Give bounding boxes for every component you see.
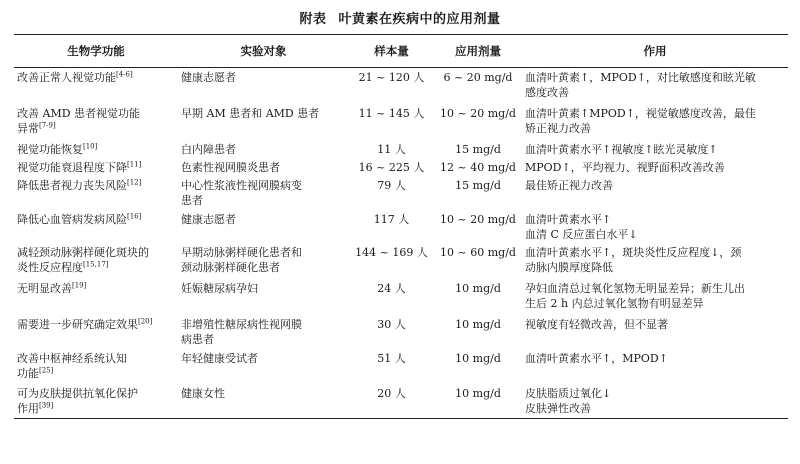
reference-citation: [25]	[39, 365, 54, 374]
table-row	[14, 68, 788, 104]
function-cell-text: 炎性反应程度	[17, 260, 83, 274]
reference-citation: [10]	[83, 141, 98, 150]
dose-cell: 6 ~ 20 mg/d	[443, 71, 513, 84]
function-cell-text: 视觉功能恢复	[17, 142, 83, 156]
subject-cell-text: 非增殖性糖尿病性视网膜	[181, 317, 302, 331]
reference-citation: [12]	[127, 177, 142, 186]
function-cell	[14, 176, 178, 210]
subject-cell-line	[181, 386, 346, 401]
dose-cell: 10 mg/d	[455, 351, 501, 365]
function-cell-text: 异常	[17, 121, 39, 135]
effect-cell	[522, 349, 788, 384]
effect-cell	[522, 140, 788, 158]
subject-cell-text: 妊娠糖尿病孕妇	[181, 281, 258, 295]
table-row	[14, 176, 788, 210]
function-cell-line	[17, 351, 175, 366]
table-row	[14, 210, 788, 243]
effect-cell-text: 生后 2 h 内总过氧化氢物有明显差异	[525, 296, 704, 310]
reference-citation: [39]	[39, 400, 54, 409]
effect-cell-line	[525, 351, 785, 366]
subject-cell-line	[181, 245, 346, 260]
subject-cell-text: 早期动脉粥样硬化患者和	[181, 245, 302, 259]
subject-cell-line	[181, 332, 346, 347]
effect-cell	[522, 210, 788, 243]
function-cell	[14, 279, 178, 315]
effect-cell-line	[525, 386, 785, 401]
function-cell-line	[17, 366, 175, 381]
function-cell-line	[17, 386, 175, 401]
sample-size-cell: 144 ~ 169 人	[355, 245, 428, 259]
dose-cell: 10 ~ 20 mg/d	[440, 212, 516, 226]
function-cell-line	[17, 317, 175, 332]
table-body	[14, 68, 788, 419]
subject-cell-line	[181, 178, 346, 193]
table-row	[14, 158, 788, 176]
effect-cell-text: 血清叶黄素水平↑，MPOD↑	[525, 351, 668, 365]
reference-citation: [20]	[138, 316, 153, 325]
dose-cell: 10 mg/d	[455, 317, 501, 331]
subject-cell	[178, 68, 349, 104]
effect-cell	[522, 104, 788, 140]
subject-cell-text: 早期 AM 患者和 AMD 患者	[181, 106, 320, 120]
caption-title: 叶黄素在疾病中的应用剂量	[338, 12, 501, 27]
header-subject: 实验对象	[178, 35, 349, 68]
function-cell-text: 作用	[17, 401, 39, 415]
function-cell-text: 改善中枢神经系统认知	[17, 351, 127, 365]
effect-cell-line	[525, 85, 785, 100]
effect-cell-text: 皮肤脂质过氧化↓	[525, 386, 612, 400]
subject-cell	[178, 243, 349, 279]
dose-cell: 15 mg/d	[455, 142, 501, 156]
dose-cell: 10 ~ 20 mg/d	[440, 106, 516, 120]
subject-cell	[178, 140, 349, 158]
table-row	[14, 315, 788, 349]
effect-cell	[522, 176, 788, 210]
function-cell-text: 功能	[17, 366, 39, 380]
subject-cell	[178, 384, 349, 419]
effect-cell-text: 皮肤弹性改善	[525, 401, 591, 415]
effect-cell-text: 血清叶黄素水平↑，斑块炎性反应程度↓，颈	[525, 245, 742, 259]
effect-cell-line	[525, 260, 785, 275]
dose-cell: 10 ~ 60 mg/d	[440, 245, 516, 259]
effect-cell-text: 血清叶黄素↑MPOD↑，视觉敏感度改善，最佳	[525, 106, 756, 120]
function-cell	[14, 243, 178, 279]
subject-cell	[178, 210, 349, 243]
table-row	[14, 279, 788, 315]
effect-cell	[522, 384, 788, 419]
subject-cell-line	[181, 260, 346, 275]
sample-size-cell: 117 人	[373, 212, 410, 226]
function-cell-text: 减轻颈动脉粥样硬化斑块的	[17, 245, 149, 259]
effect-cell-line	[525, 142, 785, 157]
function-cell-line	[17, 260, 175, 275]
caption-label: 附表	[299, 12, 327, 27]
sample-size-cell: 21 ~ 120 人	[358, 71, 425, 84]
subject-cell	[178, 104, 349, 140]
effect-cell-text: 动脉内膜厚度降低	[525, 260, 613, 274]
function-cell-text: 视觉功能衰退程度下降	[17, 160, 127, 174]
effect-cell-line	[525, 160, 785, 175]
sample-size-cell: 16 ~ 225 人	[358, 160, 425, 174]
effect-cell-line	[525, 401, 785, 416]
subject-cell	[178, 279, 349, 315]
function-cell	[14, 384, 178, 419]
table-caption	[0, 0, 800, 30]
table-header	[14, 35, 788, 68]
subject-cell-text: 颈动脉粥样硬化患者	[181, 260, 280, 274]
dose-cell: 15 mg/d	[455, 178, 501, 192]
function-cell-text: 改善 AMD 患者视觉功能	[17, 106, 141, 120]
subject-cell-line	[181, 281, 346, 296]
header-sample-size: 样本量	[349, 35, 434, 68]
sample-size-cell: 51 人	[377, 351, 406, 365]
reference-citation: [4-6]	[116, 70, 133, 79]
table-row	[14, 349, 788, 384]
function-cell-text: 降低心血管病发病风险	[17, 212, 127, 226]
function-cell	[14, 140, 178, 158]
reference-citation: [16]	[127, 211, 142, 220]
subject-cell-line	[181, 160, 346, 175]
header-dose: 应用剂量	[434, 35, 522, 68]
effect-cell-line	[525, 281, 785, 296]
effect-cell	[522, 315, 788, 349]
sample-size-cell: 79 人	[377, 178, 406, 192]
subject-cell-line	[181, 212, 346, 227]
subject-cell	[178, 315, 349, 349]
effect-cell-text: 最佳矫正视力改善	[525, 178, 613, 192]
function-cell-text: 降低患者视力丧失风险	[17, 178, 127, 192]
function-cell-line	[17, 178, 175, 193]
effect-cell-line	[525, 121, 785, 136]
subject-cell-line	[181, 142, 346, 157]
reference-citation: [15,17]	[83, 259, 109, 268]
subject-cell-line	[181, 193, 346, 208]
subject-cell	[178, 349, 349, 384]
function-cell	[14, 349, 178, 384]
reference-citation: [19]	[72, 280, 87, 289]
reference-citation: [7-9]	[39, 120, 56, 129]
subject-cell-line	[181, 317, 346, 332]
function-cell-line	[17, 281, 175, 296]
function-cell-line	[17, 70, 175, 85]
function-cell-line	[17, 106, 175, 121]
sample-size-cell: 11 ~ 145 人	[358, 106, 425, 120]
function-cell	[14, 104, 178, 140]
effect-cell-text: 血清 C 反应蛋白水平↓	[525, 227, 638, 241]
subject-cell-line	[181, 106, 346, 121]
function-cell-line	[17, 142, 175, 157]
effect-cell-line	[525, 227, 785, 242]
effect-cell	[522, 158, 788, 176]
effect-cell-line	[525, 296, 785, 311]
effect-cell-text: 血清叶黄素水平↑	[525, 212, 612, 226]
subject-cell-text: 健康志愿者	[181, 212, 236, 226]
function-cell-line	[17, 401, 175, 416]
dose-cell: 12 ~ 40 mg/d	[440, 160, 516, 174]
function-cell	[14, 158, 178, 176]
reference-citation: [11]	[127, 159, 142, 168]
effect-cell	[522, 68, 788, 104]
effect-cell-text: MPOD↑，平均视力、视野面积改善改善	[525, 160, 725, 174]
effect-cell-line	[525, 212, 785, 227]
subject-cell-line	[181, 70, 346, 85]
dosage-table	[14, 34, 788, 419]
table-row	[14, 140, 788, 158]
effect-cell-text: 血清叶黄素↑，MPOD↑，对比敏感度和眩光敏	[525, 71, 756, 84]
table-row	[14, 384, 788, 419]
subject-cell	[178, 158, 349, 176]
effect-cell-text: 孕妇血清总过氧化氢物无明显差异；新生儿出	[525, 281, 745, 295]
header-function: 生物学功能	[14, 35, 178, 68]
effect-cell	[522, 243, 788, 279]
function-cell-text: 需要进一步研究确定效果	[17, 317, 138, 331]
effect-cell-line	[525, 106, 785, 121]
function-cell-line	[17, 212, 175, 227]
function-cell	[14, 315, 178, 349]
subject-cell	[178, 176, 349, 210]
sample-size-cell: 11 人	[377, 142, 406, 156]
dose-cell: 10 mg/d	[434, 384, 522, 419]
subject-cell-text: 患者	[181, 193, 203, 207]
subject-cell-text: 色素性视网膜炎患者	[181, 160, 280, 174]
effect-cell-text: 感度改善	[525, 86, 569, 99]
header-effect: 作用	[522, 35, 788, 68]
function-cell-text: 可为皮肤提供抗氧化保护	[17, 386, 138, 400]
effect-cell	[522, 279, 788, 315]
effect-cell-text: 血清叶黄素水平↑视敏度↑眩光灵敏度↑	[525, 142, 718, 156]
sample-size-cell: 20 人	[349, 384, 434, 419]
subject-cell-text: 中心性浆液性视网膜病变	[181, 178, 302, 192]
effect-cell-line	[525, 317, 785, 332]
sample-size-cell: 30 人	[377, 317, 406, 331]
function-cell	[14, 68, 178, 104]
subject-cell-text: 白内障患者	[181, 142, 236, 156]
function-cell-line	[17, 160, 175, 175]
function-cell-line	[17, 121, 175, 136]
sample-size-cell: 24 人	[377, 281, 406, 295]
effect-cell-line	[525, 245, 785, 260]
effect-cell-line	[525, 178, 785, 193]
function-cell-line	[17, 245, 175, 260]
function-cell	[14, 210, 178, 243]
table-row	[14, 104, 788, 140]
subject-cell-text: 健康女性	[181, 386, 225, 400]
header-row	[14, 35, 788, 68]
effect-cell-text: 矫正视力改善	[525, 121, 591, 135]
subject-cell-text: 健康志愿者	[181, 71, 236, 84]
subject-cell-text: 病患者	[181, 332, 214, 346]
table-row	[14, 243, 788, 279]
subject-cell-line	[181, 351, 346, 366]
effect-cell-text: 视敏度有轻微改善，但不显著	[525, 317, 668, 331]
dose-cell: 10 mg/d	[455, 281, 501, 295]
effect-cell-line	[525, 70, 785, 85]
function-cell-text: 无明显改善	[17, 281, 72, 295]
subject-cell-text: 年轻健康受试者	[181, 351, 258, 365]
function-cell-text: 改善正常人视觉功能	[17, 71, 116, 84]
